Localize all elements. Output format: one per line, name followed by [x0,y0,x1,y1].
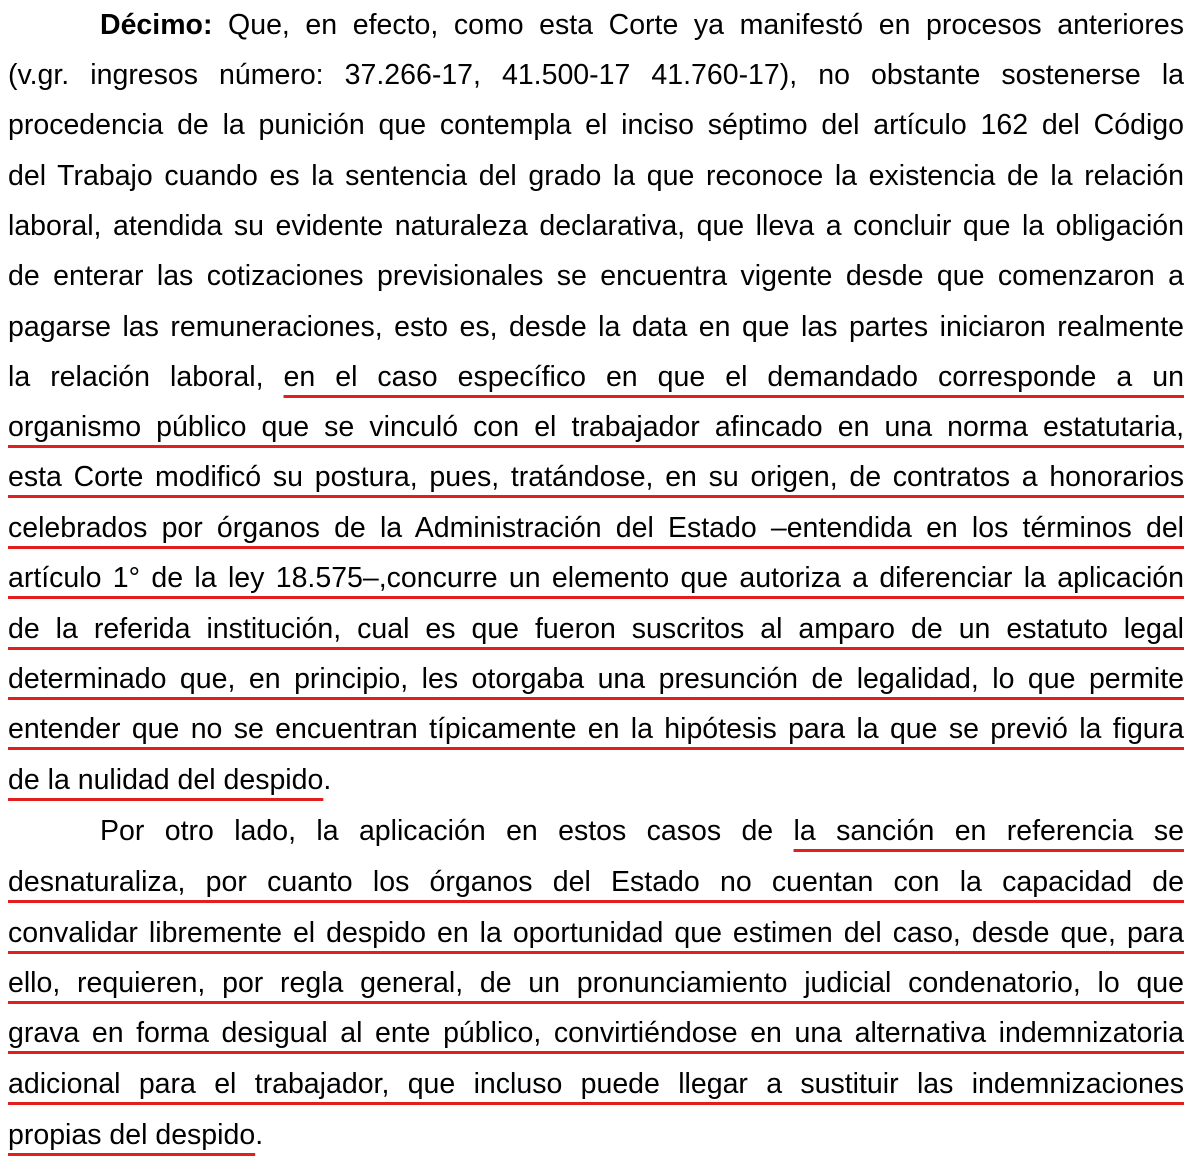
underlined-text: adicional para el trabajador, que incluso puede llegar a sustituir las indemnizaciones [8,1068,1184,1100]
line-text: . [255,1119,264,1151]
paragraph-1-line-12 [8,553,1184,603]
line-text: pagarse las remuneraciones, esto es, desde la data en que las partes iniciaron realmente [8,311,1184,343]
paragraph-2-line-6 [8,1059,1184,1109]
line-text: de enterar las cotizaciones previsionales se encuentra vigente desde que comenzaron a [8,260,1184,292]
underlined-text: en el caso específico en que el demandado corresponde a un [283,361,1184,393]
underlined-text: organismo público que se vinculó con el trabajador afincado en una norma estatutaria, [8,411,1184,443]
paragraph-1-line-3 [8,100,1184,150]
underlined-text: celebrados por órganos de la Administración del Estado –entendida en los términos del [8,512,1184,544]
paragraph-1-line-2 [8,50,1184,100]
paragraph-1-line-5 [8,201,1184,251]
line-text: procedencia de la punición que contempla el inciso séptimo del artículo 162 del Código [8,109,1184,141]
underlined-text: la sanción en referencia se [793,815,1184,847]
paragraph-1-line-14 [8,654,1184,704]
underlined-text: propias del despido [8,1119,256,1151]
paragraph-2-line-5 [8,1008,1184,1058]
underlined-text: convalidar libremente el despido en la oportunidad que estimen del caso, desde que, para [8,917,1184,949]
underlined-text: determinado que, en principio, les otorgaba una presunción de legalidad, lo que permite [8,663,1184,695]
line-text: (v.gr. ingresos número: 37.266-17, 41.500-17 41.760-17), no obstante sostenerse la [8,59,1184,91]
underlined-text: ello, requieren, por regla general, de un pronunciamiento judicial condenatorio, lo que [8,967,1184,999]
line-text: la relación laboral, [8,361,284,393]
underlined-text: esta Corte modificó su postura, pues, tratándose, en su origen, de contratos a honorarios [8,461,1184,493]
paragraph-heading: Décimo: [100,9,213,41]
paragraph-2-line-1 [8,806,1184,856]
underlined-text: de la referida institución, cual es que fueron suscritos al amparo de un estatuto legal [8,613,1184,645]
paragraph-1-line-13 [8,604,1184,654]
underlined-text: grava en forma desigual al ente público, convirtiéndose en una alternativa indemnizatoria [8,1017,1184,1049]
line-text: Que, en efecto, como esta Corte ya manifestó en procesos anteriores [212,9,1184,41]
underlined-text: artículo 1° de la ley 18.575–,concurre un elemento que autoriza a diferenciar la aplicación [8,562,1184,594]
line-text: del Trabajo cuando es la sentencia del grado la que reconoce la existencia de la relación [8,160,1184,192]
paragraph-1-line-11 [8,503,1184,553]
paragraph-2-line-4 [8,958,1184,1008]
underlined-text: desnaturaliza, por cuanto los órganos del Estado no cuentan con la capacidad de [8,866,1184,898]
paragraph-1-line-1 [8,0,1184,50]
paragraph-2-line-7 [8,1110,1184,1160]
paragraph-2-line-2 [8,857,1184,907]
paragraph-1-line-16 [8,755,1184,805]
paragraph-1-line-10 [8,452,1184,502]
line-text: . [323,764,332,796]
line-text: laboral, atendida su evidente naturaleza declarativa, que lleva a concluir que la obligación [8,210,1184,242]
paragraph-1-line-6 [8,251,1184,301]
paragraph-2-line-3 [8,908,1184,958]
underlined-text: entender que no se encuentran típicamente en la hipótesis para la que se previó la figura [8,713,1184,745]
paragraph-1-line-4 [8,151,1184,201]
paragraph-1-line-15 [8,704,1184,754]
underlined-text: de la nulidad del despido [8,764,324,796]
paragraph-1-line-7 [8,302,1184,352]
paragraph-1-line-8 [8,352,1184,402]
line-text: Por otro lado, la aplicación en estos casos de [100,815,794,847]
paragraph-1-line-9 [8,402,1184,452]
